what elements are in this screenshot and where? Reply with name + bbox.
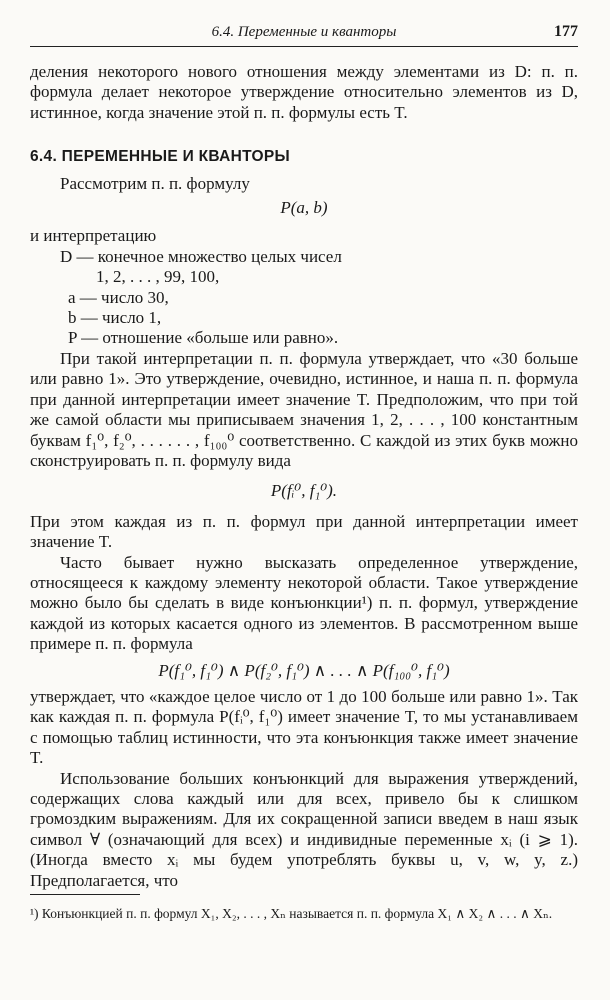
paragraph-states: утверждает, что «каждое целое число от 1 до 100 больше или равно 1». Так как каждая п. п. формула P(fᵢ⁰, f₁⁰) имеет значение T, то мы устанавливаем с помощью таблиц истинности, что эта конъюнкция также имеет значение T. <box>30 686 578 768</box>
footnote: ¹) Конъюнкцией п. п. формул X₁, X₂, . . . , Xₙ называется п. п. формула X₁ ∧ X₂ ∧ . . . ∧ Xₙ. <box>30 906 553 921</box>
interpretation-item: b — число 1, <box>68 308 162 328</box>
page-header <box>30 22 578 47</box>
interpretation-item: 1, 2, . . . , 99, 100, <box>96 267 220 287</box>
footnote-rule <box>30 894 140 895</box>
paragraph-consider: Рассмотрим п. п. формулу <box>60 173 250 193</box>
section-heading: 6.4. ПЕРЕМЕННЫЕ И КВАНТОРЫ <box>30 148 290 166</box>
formula-p-fi-f1: P(fᵢ⁰, f₁⁰). <box>270 481 338 501</box>
paragraph-using: Использование больших конъюнкций для выражения утверждений, содержащих слова каждый или для всех, привело бы к слишком громоздким выражениям. Для их сокращенной записи введем в наш язык символ ∀ (означающий для всех) и индивидные переменные xᵢ (i ⩾ 1). (Иногда вместо xᵢ мы будем употреблять буквы u, v, w, y, z.) Предполагается, что <box>30 768 578 890</box>
interpretation-item: a — число 30, <box>68 287 169 307</box>
paragraph-interpretation: и интерпретацию <box>30 226 157 246</box>
running-head: 6.4. Переменные и кванторы <box>211 24 397 40</box>
formula-conjunction: P(f₁⁰, f₁⁰) ∧ P(f₂⁰, f₁⁰) ∧ . . . ∧ P(f₁₀₀⁰, f₁⁰) <box>158 660 450 680</box>
paragraph-intro: деления некоторого нового отношения между элементами из D: п. п. формула делает некоторое утверждение относительно элементов из D, истинное, когда значение этой п. п. формулы есть T. <box>30 62 578 122</box>
interpretation-item: P — отношение «больше или равно». <box>68 328 339 348</box>
formula-p-a-b: P(a, b) <box>280 198 328 218</box>
interpretation-item: D — конечное множество целых чисел <box>60 246 342 266</box>
interpretation-list <box>30 247 578 349</box>
paragraph-claims: При такой интерпретации п. п. формула утверждает, что «30 больше или равно 1». Это утверждение, очевидно, истинное, и наша п. п. формула при данной интерпретации имеет значение T. Предположим, что при той же самой области мы приписываем значения 1, 2, . . . , 100 константным буквам f₁⁰, f₂⁰, . . . . . . , f₁₀₀⁰ соответственно. С каждой из этих букв можно сконструировать п. п. формулу вида <box>30 348 578 470</box>
paragraph-each: При этом каждая из п. п. формул при данной интерпретации имеет значение T. <box>30 511 578 552</box>
page-body <box>30 62 578 891</box>
page-number: 177 <box>554 23 578 40</box>
paragraph-often: Часто бывает нужно высказать определенное утверждение, относящееся к каждому элементу некоторой области. Такое утверждение можно было бы сделать в виде конъюнкции¹) п. п. формул, утверждение каждой из которых касается одного из элементов. В рассмотренном выше примере п. п. формула <box>30 552 578 654</box>
